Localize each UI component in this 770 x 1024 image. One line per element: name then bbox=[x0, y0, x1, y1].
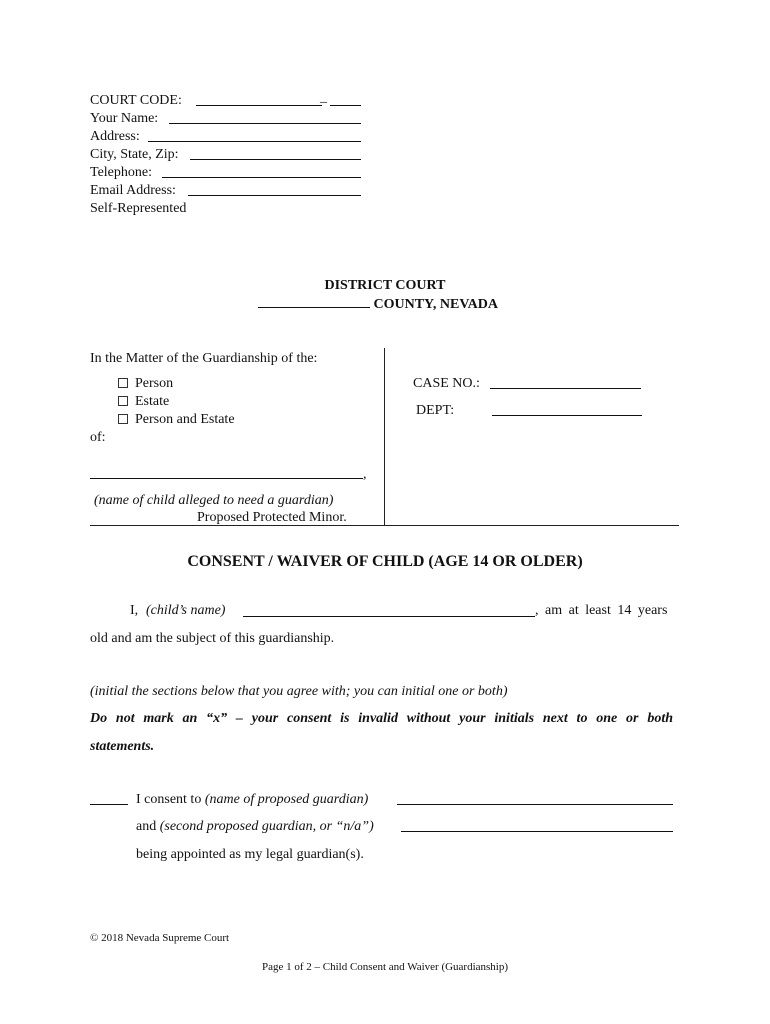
proposed-minor-label: Proposed Protected Minor. bbox=[197, 510, 347, 525]
childs-name-field[interactable] bbox=[243, 604, 535, 617]
email-label: Email Address: bbox=[90, 183, 176, 198]
warning-line-1: Do not mark an “x” – your consent is invalid without your initials next to one or both bbox=[90, 711, 673, 726]
city-state-zip-label: City, State, Zip: bbox=[90, 147, 179, 162]
initials-field[interactable] bbox=[90, 792, 128, 805]
i-label: I, bbox=[130, 603, 139, 618]
your-name-field[interactable] bbox=[169, 111, 361, 124]
consent-row-text bbox=[136, 791, 368, 809]
document-title: CONSENT / WAIVER OF CHILD (AGE 14 OR OLDER) bbox=[187, 553, 583, 570]
appointed-statement: being appointed as my legal guardian(s). bbox=[136, 847, 364, 862]
your-name-row bbox=[90, 110, 158, 128]
caption-vertical-divider bbox=[384, 348, 385, 526]
court-code-row bbox=[90, 90, 327, 110]
address-field[interactable] bbox=[148, 129, 361, 142]
option-label-estate: Estate bbox=[135, 394, 170, 409]
matter-heading: In the Matter of the Guardianship of the: bbox=[90, 351, 318, 366]
city-state-zip-field[interactable] bbox=[190, 147, 361, 160]
self-represented-label: Self-Represented bbox=[90, 201, 187, 216]
address-row bbox=[90, 128, 140, 146]
case-number-label: CASE NO.: bbox=[413, 376, 480, 391]
guardianship-type-option-estate[interactable] bbox=[118, 393, 169, 411]
copyright-notice: © 2018 Nevada Supreme Court bbox=[90, 932, 230, 944]
address-label: Address: bbox=[90, 129, 140, 144]
email-row bbox=[90, 182, 176, 200]
county-row bbox=[258, 295, 498, 314]
of-label: of: bbox=[90, 430, 106, 445]
child-name-comma: , bbox=[363, 467, 367, 482]
caption-bottom-rule bbox=[90, 525, 679, 526]
county-label: COUNTY, NEVADA bbox=[373, 297, 498, 312]
proposed-guardian-field[interactable] bbox=[397, 792, 673, 805]
court-title: DISTRICT COURT bbox=[324, 278, 446, 293]
second-guardian-note: (second proposed guardian, or “n/a”) bbox=[159, 819, 374, 834]
option-label-person: Person bbox=[135, 376, 174, 391]
checkbox-person-and-estate[interactable] bbox=[118, 414, 128, 424]
subject-statement: old and am the subject of this guardianship. bbox=[90, 631, 335, 646]
second-guardian-row-text bbox=[136, 818, 374, 836]
child-name-note: (name of child alleged to need a guardian) bbox=[94, 493, 334, 508]
option-label-person-and-estate: Person and Estate bbox=[135, 412, 235, 427]
proposed-guardian-note: (name of proposed guardian) bbox=[204, 792, 369, 807]
warning-line-2: statements. bbox=[90, 739, 155, 754]
dept-field[interactable] bbox=[492, 403, 642, 416]
your-name-label: Your Name: bbox=[90, 111, 159, 126]
checkbox-estate[interactable] bbox=[118, 396, 128, 406]
court-code-field-2[interactable] bbox=[330, 93, 361, 106]
guardianship-type-option-person[interactable] bbox=[118, 375, 173, 393]
guardianship-type-option-person-and-estate[interactable] bbox=[118, 411, 235, 429]
initial-instruction: (initial the sections below that you agree with; you can initial one or both) bbox=[90, 684, 508, 699]
second-guardian-field[interactable] bbox=[401, 819, 673, 832]
and-label: and bbox=[136, 819, 157, 834]
telephone-field[interactable] bbox=[162, 165, 361, 178]
county-field[interactable] bbox=[258, 295, 370, 308]
page-footer: Page 1 of 2 – Child Consent and Waiver (Guardianship) bbox=[261, 961, 509, 973]
child-name-field[interactable] bbox=[90, 466, 363, 479]
childs-name-note: (child’s name) bbox=[146, 603, 226, 618]
court-code-field[interactable] bbox=[196, 93, 322, 106]
case-number-field[interactable] bbox=[490, 376, 641, 389]
age-statement: , am at least 14 years bbox=[535, 603, 668, 618]
dept-label: DEPT: bbox=[416, 403, 455, 418]
court-code-label: COURT CODE: bbox=[90, 93, 182, 108]
telephone-label: Telephone: bbox=[90, 165, 152, 180]
city-state-zip-row bbox=[90, 146, 179, 164]
telephone-row bbox=[90, 164, 152, 182]
checkbox-person[interactable] bbox=[118, 378, 128, 388]
email-field[interactable] bbox=[188, 183, 361, 196]
consent-label: I consent to bbox=[136, 792, 202, 807]
court-code-separator: _ bbox=[320, 90, 327, 105]
